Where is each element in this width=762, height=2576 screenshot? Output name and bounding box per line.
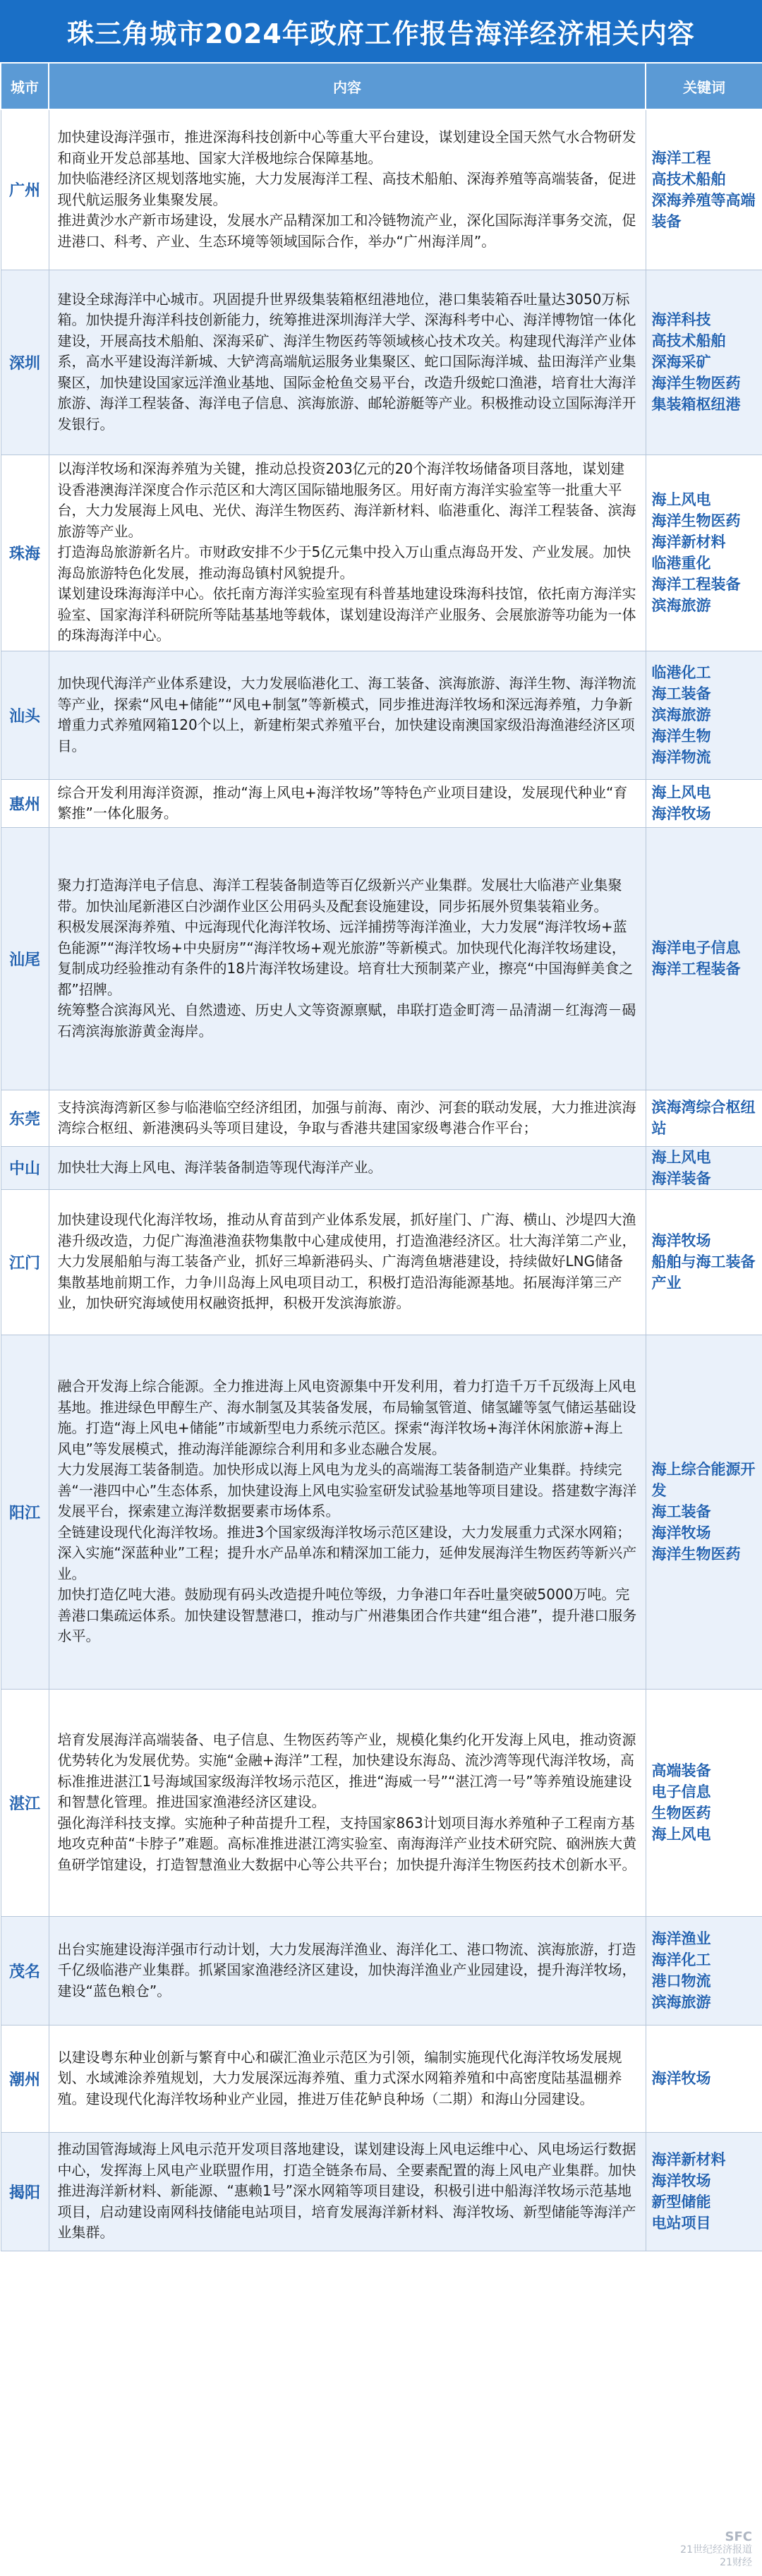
keywords-cell [646, 1916, 762, 2025]
keywords-cell [646, 1189, 762, 1335]
keyword: 海洋科技 [651, 311, 711, 328]
keyword: 海洋牧场 [651, 1232, 711, 1249]
keyword: 滨海旅游 [651, 597, 711, 614]
content-paragraph: 聚力打造海洋电子信息、海洋工程装备制造等百亿级新兴产业集群。发展壮大临港产业集聚带。加快汕尾新港区白沙湖作业区公用码头及配套设施建设，同步拓展外贸集装箱业务。 [57, 877, 622, 915]
city-cell: 中山 [1, 1146, 49, 1189]
city-cell: 湛江 [1, 1689, 49, 1916]
table-row [1, 2132, 762, 2251]
keywords-cell [646, 2132, 762, 2251]
keywords-cell [646, 651, 762, 779]
content-paragraph: 建设全球海洋中心城市。巩固提升世界级集装箱枢纽港地位，港口集装箱吞吐量达3050万标箱。加快提升海洋科技创新能力，统筹推进深圳海洋大学、深海科考中心、海洋博物馆一体化建设，开展高技术船舶、深海采矿、海洋生物医药等领域核心技术攻关。构建现代海洋产业体系，高水平建设海洋新城、大铲湾高端航运服务业集聚区、蛇口国际海洋城、盐田海洋产业集聚区，加快建设国家远洋渔业基地、国际金枪鱼交易平台，改造升级蛇口渔港，培育壮大海洋旅游、海洋工程装备、海洋电子信息、滨海旅游、邮轮游艇等产业。积极推动设立国际海洋开发银行。 [57, 290, 636, 433]
keyword: 海上综合能源开发 [651, 1461, 756, 1499]
content-paragraph: 大力发展海工装备制造。加快形成以海上风电为龙头的高端海工装备制造产业集群。持续完善“一港四中心”生态体系，加快建设海上风电实验室研发试验基地等项目建设。搭建数字海洋发展平台，探索建立海洋数据要素市场体系。 [57, 1461, 637, 1520]
keywords-cell [646, 109, 762, 270]
content-paragraph: 培育发展海洋高端装备、电子信息、生物医药等产业，规模化集约化开发海上风电，推动资源优势转化为发展优势。实施“金融+海洋”工程，加快建设东海岛、流沙湾等现代海洋牧场，高标准推进湛江1号海域国家级海洋牧场示范区，推进“海威一号”“湛江湾一号”等养殖设施建设和智慧化管理。推进国家渔港经济区建设。 [57, 1731, 636, 1811]
keyword: 电站项目 [651, 2215, 711, 2232]
keyword: 滨海旅游 [651, 1994, 711, 2011]
content-paragraph: 以海洋牧场和深海养殖为关键，推动总投资203亿元的20个海洋牧场储备项目落地，谋划建设香港澳海洋深度合作示范区和大湾区国际锚地服务区。用好南方海洋实验室等一批重大平台，大力发展海上风电、光伏、海洋生物医药、海洋新材料、临港重化、海洋工程装备、滨海旅游等产业。 [57, 460, 636, 540]
keyword: 海洋化工 [651, 1951, 711, 1968]
content-paragraph: 积极发展深海养殖、中远海现代化海洋牧场、远洋捕捞等海洋渔业，大力发展“海洋牧场+蓝色能源”“海洋牧场+中央厨房”“海洋牧场+观光旅游”等新模式。加快现代化海洋牧场建设，复制成功经验推动有条件的18片海洋牧场建设。培育壮大预制菜产业，擦亮“中国海鲜美食之都”招牌。 [57, 918, 634, 998]
city-cell: 汕头 [1, 651, 49, 779]
keywords-cell [646, 1146, 762, 1189]
table-row [1, 1916, 762, 2025]
keyword: 海上风电 [651, 784, 711, 801]
keywords-cell [646, 2025, 762, 2132]
keyword: 临港化工 [651, 664, 711, 681]
city-cell: 茂名 [1, 1916, 49, 2025]
table-row [1, 651, 762, 779]
keyword: 深海采矿 [651, 354, 711, 371]
content-paragraph: 加快壮大海上风电、海洋装备制造等现代海洋产业。 [57, 1158, 382, 1176]
content-paragraph: 加快打造亿吨大港。鼓励现有码头改造提升吨位等级，力争港口年吞吐量突破5000万吨。完善港口集疏运体系。加快建设智慧港口，推动与广州港集团合作共建“组合港”，提升港口服务水平。 [57, 1586, 637, 1645]
keyword: 海洋装备 [651, 1169, 711, 1187]
keyword: 船舶与海工装备产业 [651, 1253, 756, 1292]
keyword: 深海养殖等高端装备 [651, 191, 756, 230]
keyword: 海洋牧场 [651, 2172, 711, 2189]
table-row [1, 779, 762, 827]
keyword: 海洋生物医药 [651, 375, 741, 392]
header-content: 内容 [49, 63, 646, 109]
city-cell: 阳江 [1, 1335, 49, 1689]
content-cell [49, 270, 646, 455]
table-row [1, 1090, 762, 1146]
content-cell [49, 1090, 646, 1146]
content-paragraph: 推进黄沙水产新市场建设，发展水产品精深加工和冷链物流产业，深化国际海洋事务交流，促进港口、科考、产业、生态环境等领域国际合作，举办“广州海洋周”。 [57, 212, 636, 250]
table-row [1, 109, 762, 270]
keyword: 海洋新材料 [651, 2151, 726, 2168]
table-row [1, 827, 762, 1090]
city-cell: 深圳 [1, 270, 49, 455]
keyword: 海洋牧场 [651, 1524, 711, 1541]
content-paragraph: 加快临港经济区规划落地实施，大力发展海洋工程、高技术船舶、深海养殖等高端装备，促进现代航运服务业集聚发展。 [57, 170, 636, 208]
keyword: 海洋电子信息 [651, 939, 741, 956]
watermark-line2: 21财经 [720, 2557, 752, 2568]
keyword: 电子信息 [651, 1783, 711, 1800]
content-cell [49, 651, 646, 779]
table-row [1, 2025, 762, 2132]
keyword: 海洋生物医药 [651, 512, 741, 529]
table-row [1, 1189, 762, 1335]
content-paragraph: 加快建设现代化海洋牧场，推动从育苗到产业体系发展，抓好崖门、广海、横山、沙堤四大渔港升级改造，力促广海渔港渔获物集散中心建成使用，打造渔港经济区。壮大海洋第二产业，大力发展船舶与海工装备产业，抓好三埠新港码头、广海湾鱼塘港建设，持续做好LNG储备集散基地前期工作，力争川岛海上风电项目动工，积极打造沿海能源基地。拓展海洋第三产业，加快研究海域使用权融资抵押，积极开发滨海旅游。 [57, 1211, 636, 1312]
keyword: 海工装备 [651, 1503, 711, 1520]
content-paragraph: 强化海洋科技支撑。实施种子种苗提升工程，支持国家863计划项目海水养殖种子工程南方基地攻克种苗“卡脖子”难题。高标准推进湛江湾实验室、南海海洋产业技术研究院、硇洲族大黄鱼研学馆建设，打造智慧渔业大数据中心等公共平台；加快提升海洋生物医药技术创新水平。 [57, 1814, 637, 1873]
keywords-cell [646, 827, 762, 1090]
content-paragraph: 打造海岛旅游新名片。市财政安排不少于5亿元集中投入万山重点海岛开发、产业发展。加快海岛旅游特色化发展，推动海岛镇村风貌提升。 [57, 543, 631, 582]
keyword: 海洋工程 [651, 149, 711, 167]
city-cell: 惠州 [1, 779, 49, 827]
city-cell: 汕尾 [1, 827, 49, 1090]
content-cell [49, 1916, 646, 2025]
content-cell [49, 2132, 646, 2251]
keyword: 海洋工程装备 [651, 961, 741, 977]
content-paragraph: 谋划建设珠海海洋中心。依托南方海洋实验室现有科普基地建设珠海科技馆，依托南方海洋实验室、国家海洋科研院所等陆基基地等载体，谋划建设海洋产业服务、会展旅游等功能为一体的珠海海洋中心。 [57, 585, 636, 644]
content-cell [49, 2025, 646, 2132]
keyword: 滨海湾综合枢纽站 [651, 1099, 756, 1137]
table-row [1, 455, 762, 651]
content-cell [49, 1335, 646, 1689]
content-cell [49, 1189, 646, 1335]
city-cell: 珠海 [1, 455, 49, 651]
keyword: 海洋牧场 [651, 2070, 711, 2087]
content-paragraph: 统筹整合滨海风光、自然遗迹、历史人文等资源禀赋，串联打造金町湾－品清湖－红海湾－碣石湾滨海旅游黄金海岸。 [57, 1001, 636, 1040]
content-cell [49, 827, 646, 1090]
watermark-logo [653, 2531, 752, 2569]
content-paragraph: 推动国管海域海上风电示范开发项目落地建设，谋划建设海上风电运维中心、风电场运行数据中心，发挥海上风电产业联盟作用，打造全链条布局、全要素配置的海上风电产业集群。加快推进海洋新材料、新能源、“惠赖1号”深水网箱等项目建设，积极引进中船海洋牧场示范基地项目，启动建设南网科技储能电站项目，培育发展海洋新材料、海洋牧场、新型储能等海洋产业集群。 [57, 2141, 636, 2241]
keyword: 高技术船舶 [651, 170, 726, 188]
keyword: 海洋新材料 [651, 534, 726, 550]
keyword: 高技术船舶 [651, 332, 726, 349]
city-cell: 广州 [1, 109, 49, 270]
keyword: 海上风电 [651, 1826, 711, 1843]
content-cell [49, 455, 646, 651]
keywords-cell [646, 1689, 762, 1916]
table-body [1, 109, 762, 2251]
keywords-cell [646, 779, 762, 827]
table-row [1, 1335, 762, 1689]
table-row [1, 1689, 762, 1916]
content-cell [49, 1146, 646, 1189]
city-cell: 东莞 [1, 1090, 49, 1146]
keyword: 海工装备 [651, 685, 711, 702]
content-cell [49, 1689, 646, 1916]
content-paragraph: 以建设粤东种业创新与繁育中心和碳汇渔业示范区为引领，编制实施现代化海洋牧场发展规划、水域滩涂养殖规划，大力发展深远海养殖、重力式深水网箱养殖和中高密度陆基温棚养殖。建设现代化海洋牧场种业产业园，推进万佳花鲈良种场（二期）和海山分园建设。 [57, 2048, 622, 2107]
header-keywords: 关键词 [646, 63, 762, 109]
content-cell [49, 109, 646, 270]
keyword: 新型储能 [651, 2193, 711, 2210]
keyword: 港口物流 [651, 1973, 711, 1990]
keyword: 海洋生物 [651, 728, 711, 745]
content-paragraph: 加快建设海洋强市，推进深海科技创新中心等重大平台建设，谋划建设全国天然气水合物研发和商业开发总部基地、国家大洋极地综合保障基地。 [57, 128, 636, 167]
keyword: 临港重化 [651, 555, 711, 572]
keyword: 海洋工程装备 [651, 576, 741, 593]
content-paragraph: 出台实施建设海洋强市行动计划，大力发展海洋渔业、海洋化工、港口物流、滨海旅游，打造千亿级临港产业集群。抓紧国家渔港经济区建设，加快海洋渔业产业园建设，提升海洋牧场，建设“蓝色粮仓”。 [57, 1940, 636, 1999]
keyword: 海上风电 [651, 491, 711, 508]
table-header-row [1, 63, 762, 109]
policy-table [0, 62, 762, 2251]
page-title: 珠三角城市2024年政府工作报告海洋经济相关内容 [0, 0, 762, 62]
watermark-line1: 21世纪经济报道 [680, 2544, 752, 2556]
keyword: 海洋渔业 [651, 1930, 711, 1947]
keyword: 高端装备 [651, 1762, 711, 1779]
content-cell [49, 779, 646, 827]
keyword: 海洋牧场 [651, 805, 711, 822]
keyword: 集装箱枢纽港 [651, 396, 741, 413]
table-row [1, 1146, 762, 1189]
content-paragraph: 融合开发海上综合能源。全力推进海上风电资源集中开发利用，着力打造千万千瓦级海上风电基地。推进绿色甲醇生产、海水制氢及其装备发展，布局输氢管道、储氢罐等氢气储运基础设施。打造“海上风电+储能”市域新型电力系统示范区。探索“海洋牧场+海洋休闲旅游+海上风电”等发展模式，推动海洋能源综合利用和多业态融合发展。 [57, 1378, 636, 1457]
city-cell: 潮州 [1, 2025, 49, 2132]
keyword: 海洋物流 [651, 749, 711, 766]
city-cell: 揭阳 [1, 2132, 49, 2251]
keyword: 海上风电 [651, 1148, 711, 1166]
watermark-logo-text: SFC [725, 2529, 752, 2544]
content-paragraph: 支持滨海湾新区参与临港临空经济组团，加强与前海、南沙、河套的联动发展，大力推进滨海湾综合枢纽、新港澳码头等项目建设，争取与香港共建国家级粤港合作平台； [57, 1098, 636, 1136]
keywords-cell [646, 1335, 762, 1689]
table-row [1, 270, 762, 455]
city-cell: 江门 [1, 1189, 49, 1335]
keywords-cell [646, 270, 762, 455]
keywords-cell [646, 455, 762, 651]
keyword: 海洋生物医药 [651, 1546, 741, 1563]
keywords-cell [646, 1090, 762, 1146]
header-city: 城市 [1, 63, 49, 109]
content-paragraph: 加快现代海洋产业体系建设，大力发展临港化工、海工装备、滨海旅游、海洋生物、海洋物流等产业，探索“风电+储能”“风电+制氢”等新模式，同步推进海洋牧场和深远海养殖，力争新增重力式养殖网箱120个以上，新建桁架式养殖平台，加快建设南澳国家级沿海渔港经济区项目。 [57, 675, 636, 754]
keyword: 生物医药 [651, 1805, 711, 1822]
content-paragraph: 综合开发利用海洋资源，推动“海上风电+海洋牧场”等特色产业项目建设，发展现代种业“育繁推”一体化服务。 [57, 783, 628, 821]
keyword: 滨海旅游 [651, 706, 711, 723]
content-paragraph: 全链建设现代化海洋牧场。推进3个国家级海洋牧场示范区建设，大力发展重力式深水网箱；深入实施“深蓝种业”工程；提升水产品单冻和精深加工能力，延伸发展海洋生物医药等新兴产业。 [57, 1523, 637, 1582]
